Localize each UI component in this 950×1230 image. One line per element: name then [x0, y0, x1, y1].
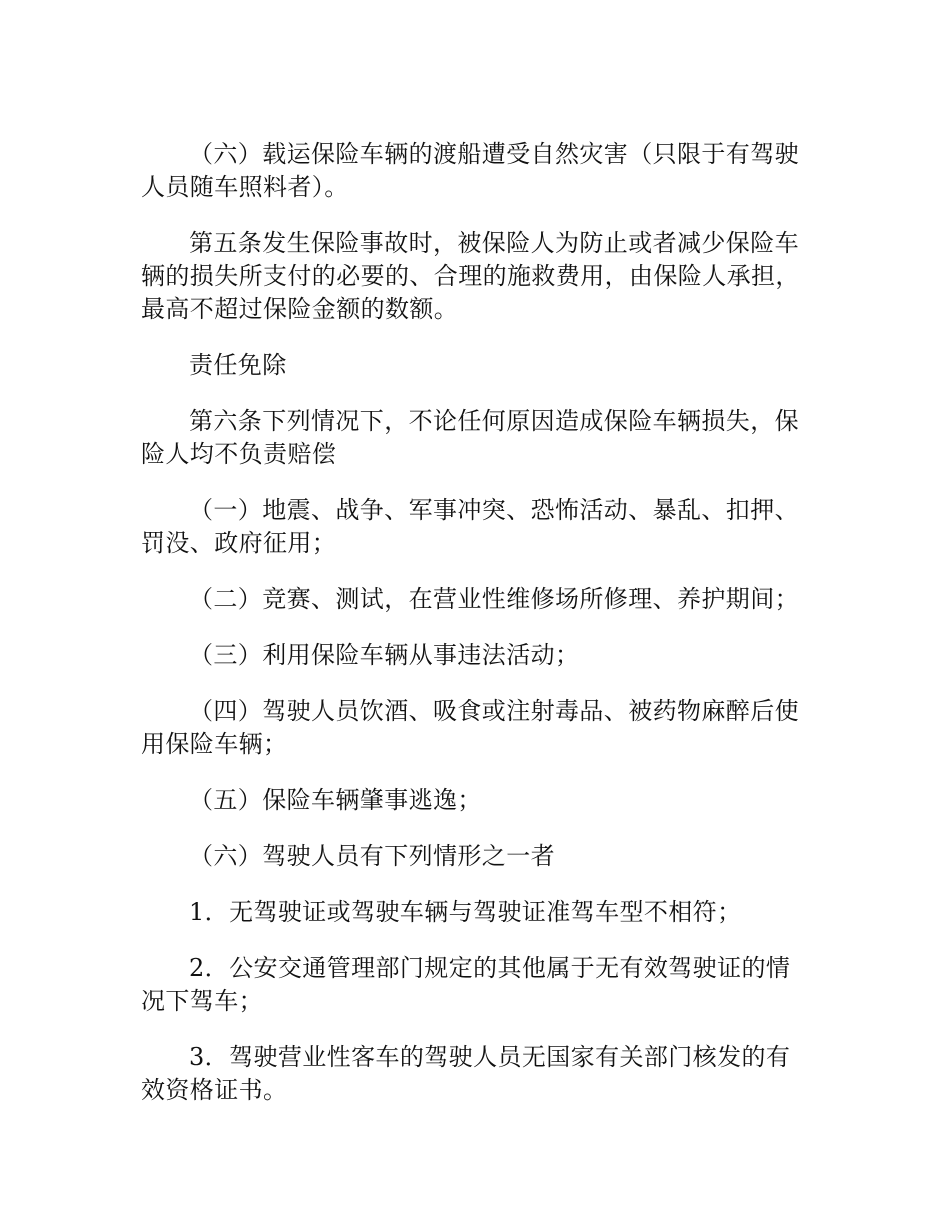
sub-item-3: 3．驾驶营业性客车的驾驶人员无国家有关部门核发的有效资格证书。 — [141, 1043, 791, 1104]
list-item-2: （二）竞赛、测试，在营业性维修场所修理、养护期间； — [189, 585, 799, 613]
list-item-1: （一）地震、战争、军事冲突、恐怖活动、暴乱、扣押、罚没、政府征用； — [141, 496, 799, 557]
sub-item-2: 2．公安交通管理部门规定的其他属于无有效驾驶证的情况下驾车； — [141, 954, 791, 1015]
list-item-3: （三）利用保险车辆从事违法活动； — [189, 641, 580, 669]
list-item-6: （六）驾驶人员有下列情形之一者 — [189, 842, 555, 870]
section-heading-exclusions: 责任免除 — [189, 351, 287, 379]
sub-item-1: 1．无驾驶证或驾驶车辆与驾驶证准驾车型不相符； — [189, 898, 742, 926]
list-item-4: （四）驾驶人员饮酒、吸食或注射毒品、被药物麻醉后使用保险车辆； — [141, 697, 799, 758]
list-item-5: （五）保险车辆肇事逃逸； — [189, 786, 482, 814]
paragraph-ferry-disaster: （六）载运保险车辆的渡船遭受自然灾害（只限于有驾驶人员随车照料者）。 — [141, 140, 799, 201]
paragraph-article-6: 第六条下列情况下，不论任何原因造成保险车辆损失，保险人均不负责赔偿 — [141, 407, 799, 468]
document-body — [141, 138, 813, 1130]
paragraph-article-5: 第五条发生保险事故时，被保险人为防止或者减少保险车辆的损失所支付的必要的、合理的施救费用，由保险人承担，最高不超过保险金额的数额。 — [141, 229, 800, 323]
